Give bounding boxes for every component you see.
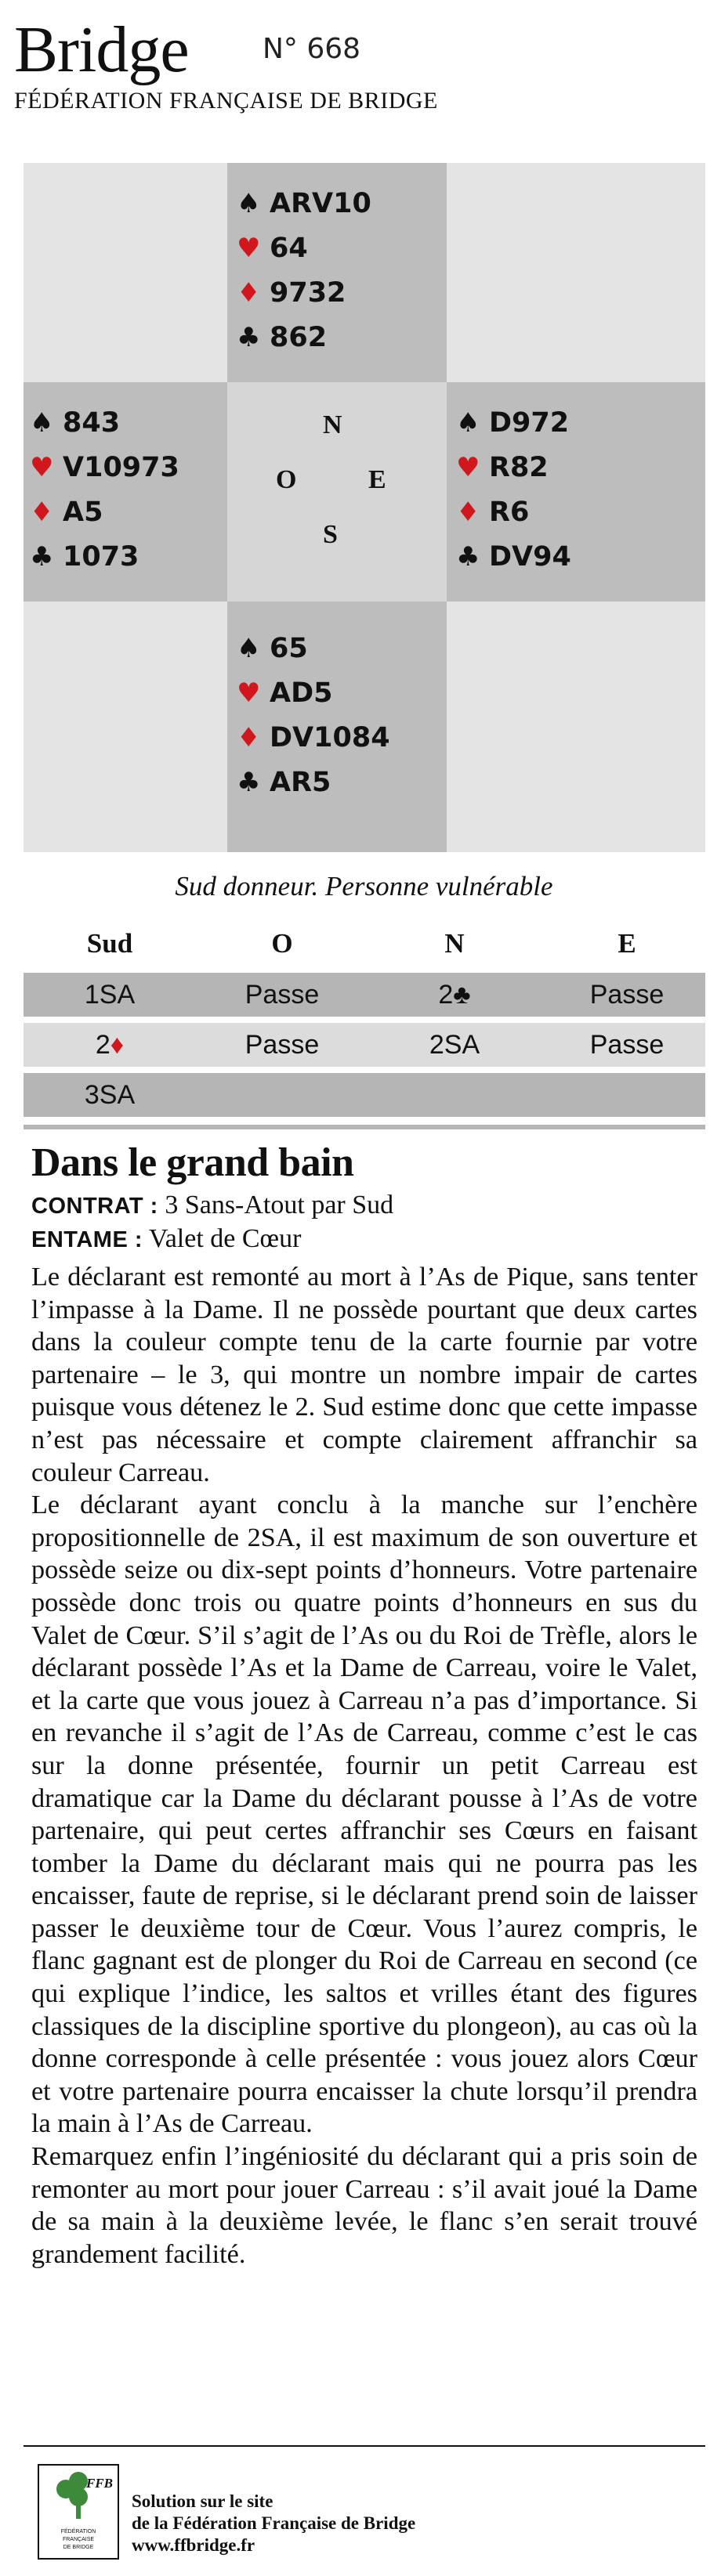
bid-2-diamonds: 2♦ [95, 1030, 125, 1060]
north-hand [237, 182, 371, 360]
compass-north: N [323, 410, 342, 439]
solution-line-2: de la Fédération Française de Bridge [132, 2513, 416, 2533]
bid-cell: 2SA [429, 1030, 480, 1060]
east-spades: D972 [489, 407, 570, 439]
federation-subtitle: FÉDÉRATION FRANÇAISE DE BRIDGE [14, 88, 438, 114]
spade-icon: ♠ [456, 407, 480, 439]
heart-icon: ♥ [30, 452, 54, 483]
corner-top-right [447, 163, 705, 382]
south-diamonds: DV1084 [270, 722, 390, 753]
svg-text:DE BRIDGE: DE BRIDGE [63, 2545, 94, 2550]
bid-cell: 1SA [84, 980, 136, 1010]
east-hearts: R82 [489, 452, 549, 483]
diamond-icon: ♦ [456, 497, 480, 528]
solution-note [132, 2491, 415, 2556]
bid-cell: Passe [244, 980, 320, 1010]
south-clubs: AR5 [270, 767, 331, 798]
deal-diagram [24, 163, 705, 852]
spade-icon: ♠ [237, 188, 261, 219]
article-body [31, 1261, 697, 2271]
paragraph: Le déclarant est remonté au mort à l’As de Pique, sans tenter l’impasse à la Dame. Il ne possède pourtant que deux cartes dans la couleur compte tenu de la carte fournie par votre partenaire – le 3, qui montre un nombre impair de cartes puisque vous détenez le 2. Sud estime donc que cette impasse n’est pas nécessaire et compte clairement affranchir sa couleur Carreau. [31, 1263, 697, 1487]
clover-icon [39, 2466, 118, 2558]
bid-row [24, 1073, 705, 1117]
lead-line [31, 1224, 301, 1254]
north-spades: ARV10 [270, 188, 371, 219]
east-clubs: DV94 [489, 541, 571, 573]
compass-east: E [368, 465, 386, 494]
diamond-icon: ♦ [110, 1030, 125, 1060]
east-hand [456, 401, 571, 580]
contract-label: CONTRAT : [31, 1194, 158, 1219]
north-diamonds: 9732 [270, 277, 346, 309]
south-hand [237, 627, 390, 805]
contract-value: 3 Sans-Atout par Sud [165, 1190, 394, 1219]
west-clubs: 1073 [63, 541, 139, 573]
footer-divider [24, 2445, 705, 2447]
spade-icon: ♠ [30, 407, 54, 439]
dealer-vulnerability: Sud donneur. Personne vulnérable [175, 871, 553, 901]
west-hand [30, 401, 179, 580]
diamond-icon: ♦ [237, 722, 261, 753]
corner-bottom-right [447, 602, 705, 852]
south-spades: 65 [270, 633, 308, 664]
svg-text:FRANÇAISE: FRANÇAISE [62, 2537, 95, 2542]
bid-header-south: Sud [86, 928, 133, 959]
solution-line-1: Solution sur le site [132, 2491, 273, 2511]
issue-number: N° 668 [263, 33, 361, 65]
bid-cell: 2♣ [438, 980, 471, 1010]
contract-line [31, 1190, 393, 1220]
east-diamonds: R6 [489, 497, 530, 528]
west-spades: 843 [63, 407, 121, 439]
south-hearts: AD5 [270, 677, 333, 709]
paragraph: Remarquez enfin l’ingéniosité du déclarant qui a pris soin de remonter au mort pour jouer Carreau : s’il avait joué la Dame de sa main à la deuxième levée, le flanc s’en serait trouvé grandement facilité. [31, 2142, 697, 2269]
club-icon: ♣ [456, 541, 480, 573]
compass-south: S [323, 520, 338, 549]
article-title: Dans le grand bain [31, 1140, 354, 1185]
paragraph: Le déclarant ayant conclu à la manche sur l’enchère propositionnelle de 2SA, il est maximum de son ouverture et possède seize ou dix-sept points d’honneurs. Votre partenaire possède donc trois ou quatre points d’honneurs en sus du Valet de Cœur. S’il s’agit de l’As ou du Roi de Trèfle, alors le déclarant possède l’As et la Dame de Carreau, voire le Valet, et la carte que vous jouez à Carreau n’a pas d’importance. Si en revanche il s’agit de l’As de Carreau, comme c’est le cas sur la donne présentée, fournir un petit Carreau est dramatique car la Dame du déclarant pousse à l’As de votre partenaire, qui peut certes affranchir ses Cœurs en faisant tomber la Dame du déclarant mais qui ne pourra pas les encaisser, faute de reprise, si le déclarant prend soin de laisser passer le deuxième tour de Cœur. Vous l’aurez compris, le flanc gagnant est de plonger du Roi de Carreau en second (ce qui explique l’indice, les saltos et vrilles étant des figures classiques de la discipline sportive du plongeon), au cas où la donne corresponde à celle présentée : vous jouez alors Cœur et votre partenaire pourra encaisser la chute lorsqu’il prendra la main à l’As de Carreau. [31, 1490, 697, 2139]
heart-icon: ♥ [456, 452, 480, 483]
bid-cell: Passe [589, 980, 665, 1010]
solution-url[interactable]: www.ffbridge.fr [132, 2535, 255, 2555]
bid-header-west: O [271, 928, 293, 959]
bid-header-north: N [444, 928, 465, 959]
spade-icon: ♠ [237, 633, 261, 664]
west-hearts: V10973 [63, 452, 179, 483]
compass-west: O [276, 465, 297, 494]
bid-cell: Passe [244, 1030, 320, 1060]
heart-icon: ♥ [237, 233, 261, 264]
bid-cell: 3SA [84, 1080, 136, 1110]
bid-header-east: E [618, 928, 636, 959]
club-icon: ♣ [30, 541, 54, 573]
heart-icon: ♥ [237, 677, 261, 709]
diamond-icon: ♦ [30, 497, 54, 528]
page-title: Bridge [14, 13, 189, 86]
corner-top-left [24, 163, 227, 382]
diamond-icon: ♦ [237, 277, 261, 309]
north-clubs: 862 [270, 322, 328, 353]
club-icon: ♣ [237, 767, 261, 798]
bid-cell: Passe [589, 1030, 665, 1060]
bid-row [24, 1023, 705, 1067]
ffb-logo [38, 2464, 119, 2560]
lead-label: ENTAME : [31, 1227, 143, 1252]
west-diamonds: A5 [63, 497, 103, 528]
svg-text:FÉDÉRATION: FÉDÉRATION [60, 2529, 96, 2534]
logo-text: FFB [86, 2476, 114, 2491]
north-hearts: 64 [270, 233, 308, 264]
bid-row [24, 973, 705, 1017]
section-divider [24, 1125, 705, 1129]
corner-bottom-left [24, 602, 227, 852]
club-icon: ♣ [237, 322, 261, 353]
lead-value: Valet de Cœur [148, 1224, 302, 1253]
bid-cell [31, 1023, 188, 1067]
